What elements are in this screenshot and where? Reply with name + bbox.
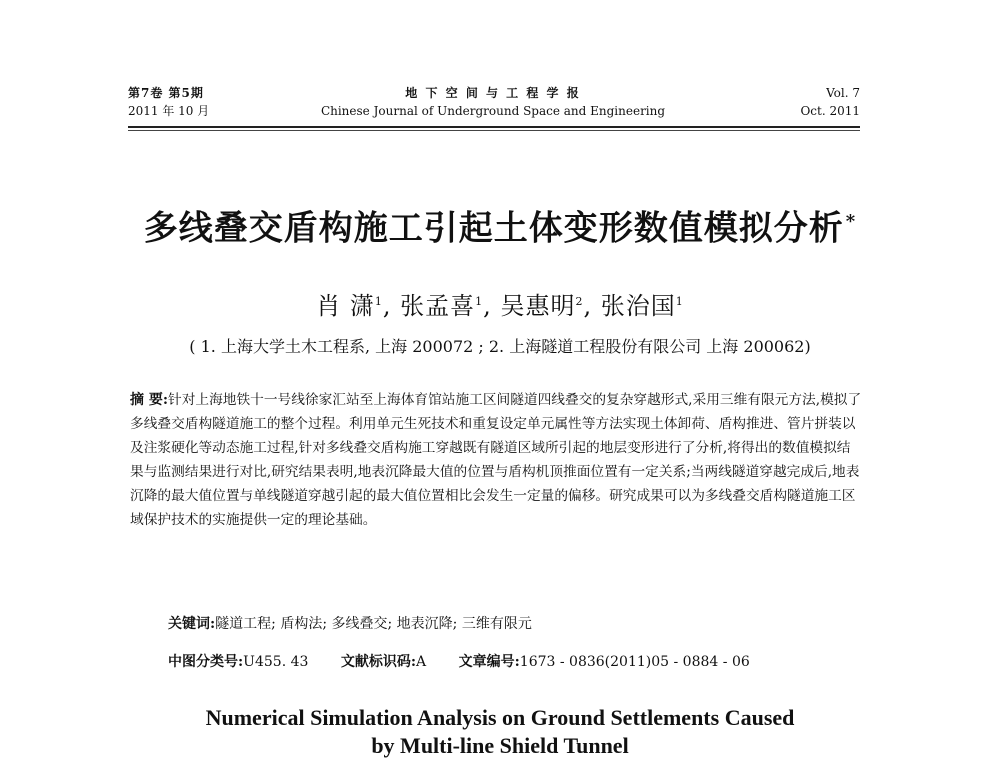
document-code-value: A (416, 654, 427, 670)
english-title-line-2: by Multi-line Shield Tunnel (371, 733, 629, 758)
clc-value: U455. 43 (243, 654, 309, 670)
header-thick-rule (128, 126, 860, 128)
author-separator: , (382, 292, 392, 320)
article-number (459, 651, 750, 673)
journal-title-chinese: 地 下 空 间 与 工 程 学 报 (405, 86, 581, 100)
date-english: Oct. 2011 (800, 104, 860, 118)
author-name: 吴惠明 (500, 292, 576, 320)
author-name: 肖 潇 (316, 292, 375, 320)
paper-title-text: 多线叠交盾构施工引起土体变形数值模拟分析 (143, 208, 844, 249)
paper-title (80, 200, 920, 250)
clc-label: 中图分类号: (168, 654, 244, 670)
clc-number (168, 651, 308, 673)
title-footnote-mark: * (845, 211, 857, 232)
author-affiliation-mark: 1 (675, 295, 684, 308)
keywords-label: 关键词: (168, 616, 216, 632)
abstract-text: 针对上海地铁十一号线徐家汇站至上海体育馆站施工区间隧道四线叠交的复杂穿越形式,采用三维有限元方法,模拟了多线叠交盾构隧道施工的整个过程。利用单元生死技术和重复设定单元属性等方法实现土体卸荷、盾构推进、管片拼装以及注浆硬化等动态施工过程,针对多线叠交盾构施工穿越既有隧道区域所引起的地层变形进行了分析,将得出的数值模拟结果与监测结果进行对比,研究结果表明,地表沉降最大值的位置与盾构机顶推面位置有一定关系;当两线隧道穿越完成后,地表沉降的最大值位置与单线隧道穿越引起的最大值位置相比会发生一定量的偏移。研究成果可以为多线叠交盾构隧道施工区域保护技术的实施提供一定的理论基础。 (130, 392, 862, 528)
authors-list (80, 286, 920, 322)
abstract (130, 388, 863, 532)
classification-info (168, 651, 868, 673)
abstract-label: 摘 要: (130, 392, 169, 408)
publication-date: 2011 年 10 月 (128, 104, 210, 118)
article-number-value: 1673 - 0836(2011)05 - 0884 - 06 (519, 654, 750, 670)
document-code-label: 文献标识码: (340, 654, 417, 670)
english-title (90, 704, 910, 760)
volume-issue: 第7卷 第5期 (128, 86, 204, 100)
author-name: 张孟喜 (400, 292, 476, 320)
header-center (298, 84, 688, 120)
author-affiliation-mark: 1 (475, 295, 484, 308)
author-affiliation-mark: 1 (374, 295, 383, 308)
header-left (128, 84, 258, 120)
volume-english: Vol. 7 (826, 86, 860, 100)
author-affiliation-mark: 2 (575, 295, 584, 308)
keywords (168, 613, 848, 635)
affiliations: ( 1. 上海大学土木工程系, 上海 200072 ; 2. 上海隧道工程股份有限公司 上海 200062) (189, 337, 811, 356)
author-separator: , (583, 292, 593, 320)
article-number-label: 文章编号: (458, 654, 520, 670)
author-name: 张治国 (600, 292, 676, 320)
keywords-text: 隧道工程; 盾构法; 多线叠交; 地表沉降; 三维有限元 (215, 616, 532, 632)
header-right (750, 84, 860, 120)
english-title-line-1: Numerical Simulation Analysis on Ground Settlements Caused (205, 705, 795, 730)
header-thin-rule (128, 130, 860, 131)
journal-title-english: Chinese Journal of Underground Space and Engineering (320, 104, 666, 118)
author-separator: , (483, 292, 492, 320)
document-code (341, 651, 426, 673)
journal-header (128, 74, 860, 126)
